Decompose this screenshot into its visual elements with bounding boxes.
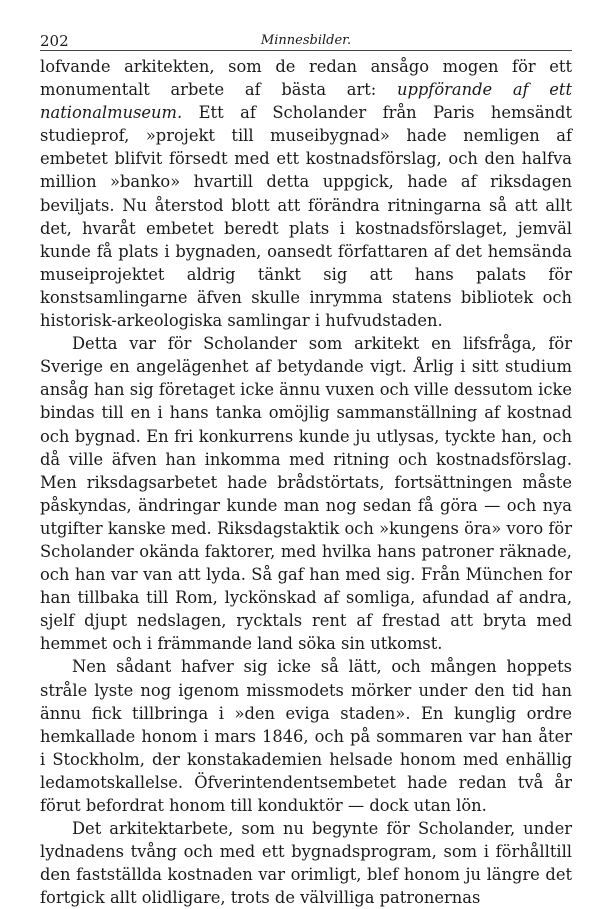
paragraph-2: Detta var för Scholander som arkitekt en lifsfråga, för Sverige en angelägenhet af betydande vigt. Årlig i sitt studium ansåg han sig företaget icke ännu vuxen och ville dessutom icke bindas till en i hans tanka omöjlig sammanställning af kostnad och bygnad. En fri konkurrens kunde ju utlysas, tyckte han, och då ville äfven han inkomma med ritning och kostnadsförslag. Men riksdagsarbetet hade brådstörtats, fortsättningen måste påskyndas, ändringar kunde man nog sedan få göra — och nya utgifter kanske med. Riksdagstaktik och »kungens öra» voro för Scholander okända faktorer, med hvilka hans patroner räknade, och han var van att lyda. Så gaf han med sig. Från München for han tillbaka till Rom, lyckönskad af somliga, afundad af andra, sjelf djupt nedslagen, rycktals rent af frestad att bryta med hemmet och i främmande land söka sin utkomst. <box>40 334 572 654</box>
paragraph-3: Nen sådant hafver sig icke så lätt, och mången hoppets stråle lyste nog igenom missmodets mörker under den tid han ännu fick tillbringa i »den eviga staden». En kunglig ordre hemkallade honom i mars 1846, och på sommaren var han åter i Stockholm, der konstakademien helsade honom med enhällig ledamotskallelse. Öfverintendentsembetet hade redan två år förut befordrat honom till konduktör — dock utan lön. <box>40 657 572 815</box>
paragraph-1-text: lofvande arkitekten, som de redan ansågo mogen för ett monumentalt arbete af bästa art: <box>40 57 572 100</box>
book-page <box>40 28 572 909</box>
page-number: 202 <box>40 32 69 50</box>
paragraph-4: Det arkitektarbete, som nu begynte för Scholander, under lydnadens tvång och med ett bygnadsprogram, som i förhålltill den fastställda kostnaden var orimligt, blef honom ju längre det fortgick allt olidligare, trots de välvilliga patronernas <box>40 819 572 908</box>
paragraph-1-emphasis: uppförande af ett nationalmuseum. <box>40 80 573 123</box>
body-text <box>40 55 572 909</box>
paragraph-1-continuation: Ett af Scholander från Paris hemsändt studieprof, »projekt till museibygnad» hade nemligen af embetet blifvit försedt med ett kostnadsförslag, och den halfva million »banko» hvartill detta uppgick, hade af riksdagen beviljats. Nu återstod blott att förändra ritningarna så att allt det, hvaråt embetet beredt plats i kostnadsförslaget, jemväl kunde få plats i bygnaden, oansedt författaren af det hemsända museiprojektet aldrig tänkt sig att hans palats för konstsamlingarne äfven skulle inrymma statens bibliotek och historisk-arkeologiska samlingar i hufvudstaden. <box>40 103 572 331</box>
page-header <box>40 28 572 51</box>
paragraph-1 <box>40 55 572 332</box>
running-title: Minnesbilder. <box>260 33 352 48</box>
